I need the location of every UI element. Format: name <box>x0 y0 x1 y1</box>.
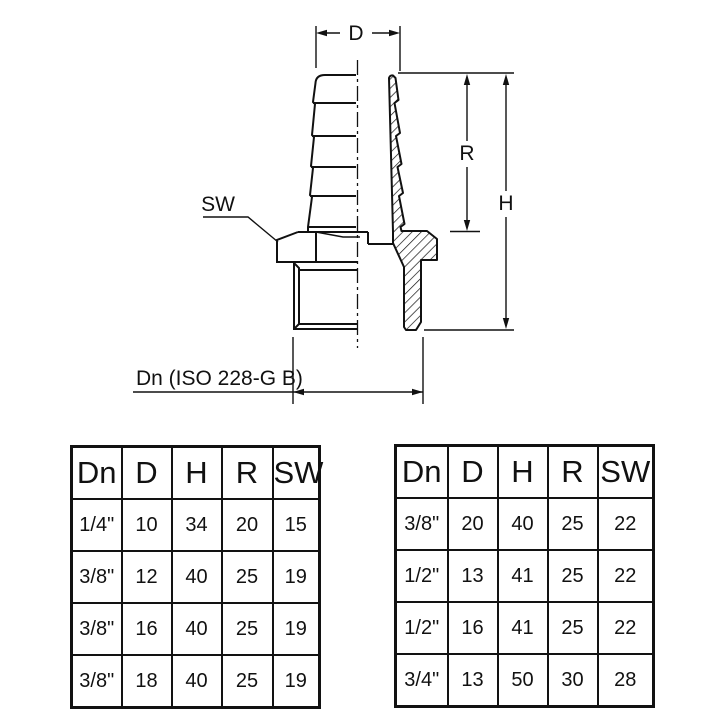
table-cell: 15 <box>273 499 320 551</box>
arrow-h-top <box>503 74 509 85</box>
thread-spec-label: Dn (ISO 228-G B) <box>136 367 303 390</box>
table-cell: 13 <box>448 654 498 707</box>
table-cell: 3/4" <box>396 654 448 707</box>
table-cell: 22 <box>598 550 654 602</box>
header-cell: SW <box>598 446 654 499</box>
bore-step-lines <box>368 232 393 244</box>
table-cell: 50 <box>498 654 548 707</box>
table-cell: 40 <box>172 603 222 655</box>
table-cell: 28 <box>598 654 654 707</box>
table-row <box>72 551 320 603</box>
table-cell: 19 <box>273 655 320 708</box>
table-cell: 25 <box>222 551 273 603</box>
header-cell: Dn <box>72 447 122 500</box>
table-cell: 20 <box>448 498 498 550</box>
arrow-d-right <box>389 30 400 36</box>
table-cell: 30 <box>548 654 598 707</box>
table-cell: 18 <box>122 655 172 708</box>
dim-r-label: R <box>459 142 475 165</box>
table-cell: 1/2" <box>396 550 448 602</box>
table-cell: 25 <box>222 603 273 655</box>
table-cell: 1/2" <box>396 602 448 654</box>
table-cell: 19 <box>273 551 320 603</box>
table-cell: 41 <box>498 602 548 654</box>
table-cell: 40 <box>172 551 222 603</box>
table-cell: 3/8" <box>72 655 122 708</box>
table-cell: 40 <box>498 498 548 550</box>
arrow-r-top <box>464 74 470 85</box>
table-cell: 40 <box>172 655 222 708</box>
table-cell: 3/8" <box>72 603 122 655</box>
arrow-d-left <box>316 30 327 36</box>
table-cell: 34 <box>172 499 222 551</box>
arrow-r-bottom <box>464 220 470 231</box>
table-cell: 20 <box>222 499 273 551</box>
thread-outline <box>294 263 357 329</box>
table-row <box>396 654 654 707</box>
table-cell: 25 <box>548 498 598 550</box>
table-cell: 25 <box>222 655 273 708</box>
table-header-row <box>72 447 320 500</box>
header-cell: D <box>122 447 172 500</box>
table-header-row <box>396 446 654 499</box>
header-cell: D <box>448 446 498 499</box>
table-cell: 41 <box>498 550 548 602</box>
dim-d-label: D <box>348 22 364 45</box>
header-cell: H <box>498 446 548 499</box>
table-row <box>396 550 654 602</box>
wrench-size-label: SW <box>201 193 235 216</box>
section-hatch-body <box>389 75 437 330</box>
arrow-dn-right <box>412 389 423 395</box>
table-cell: 16 <box>448 602 498 654</box>
table-cell: 1/4" <box>72 499 122 551</box>
table-cell: 16 <box>122 603 172 655</box>
arrow-h-bottom <box>503 318 509 329</box>
table-cell: 10 <box>122 499 172 551</box>
table-row <box>72 603 320 655</box>
header-cell: R <box>548 446 598 499</box>
table-row <box>72 499 320 551</box>
profile-half <box>277 75 368 329</box>
header-cell: SW <box>273 447 320 500</box>
header-cell: Dn <box>396 446 448 499</box>
barb-profile <box>308 75 356 232</box>
table-cell: 25 <box>548 550 598 602</box>
table-cell: 22 <box>598 498 654 550</box>
table-cell: 13 <box>448 550 498 602</box>
table-cell: 22 <box>598 602 654 654</box>
left-spec-table <box>70 445 324 709</box>
barb-ring-lines <box>308 103 356 227</box>
header-cell: H <box>172 447 222 500</box>
table-row <box>396 602 654 654</box>
sw-leader-line <box>203 217 278 242</box>
section-half <box>368 75 437 330</box>
table-cell: 25 <box>548 602 598 654</box>
table-row <box>396 498 654 550</box>
header-cell: R <box>222 447 273 500</box>
dimension-lines <box>133 26 514 404</box>
right-spec-table <box>394 444 655 708</box>
table-cell: 3/8" <box>72 551 122 603</box>
table-cell: 3/8" <box>396 498 448 550</box>
table-row <box>72 655 320 708</box>
dim-h-label: H <box>498 192 514 215</box>
table-cell: 12 <box>122 551 172 603</box>
table-cell: 19 <box>273 603 320 655</box>
